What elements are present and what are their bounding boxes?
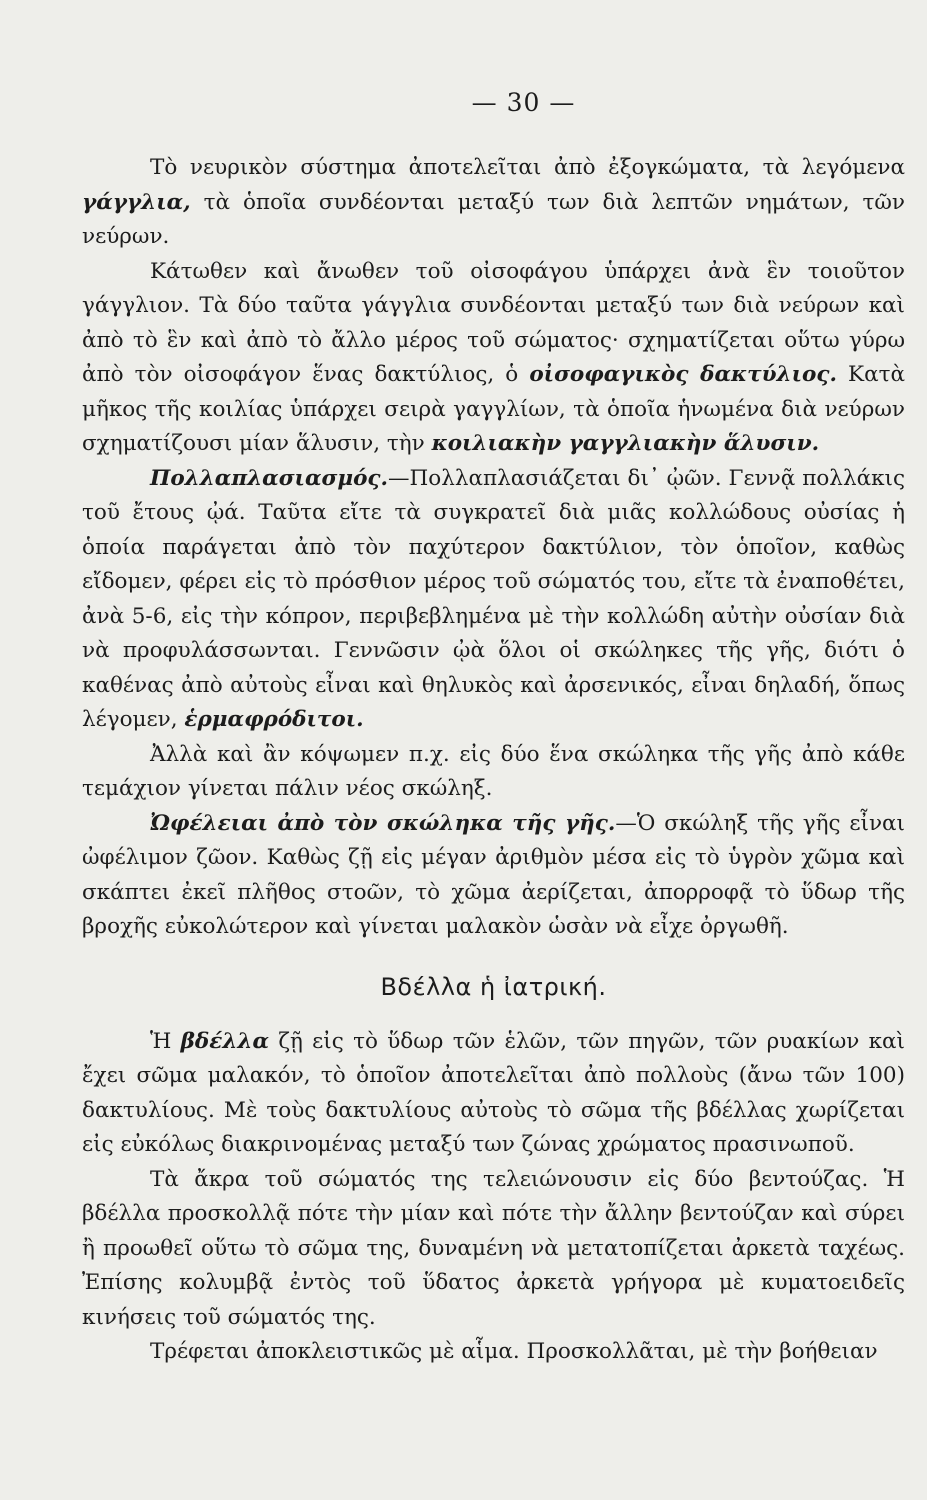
paragraph-leech-body: Ἡ βδέλλα ζῇ εἰς τὸ ὕδωρ τῶν ἑλῶν, τῶν πηγῶν, τῶν ρυακίων καὶ ἔχει σῶμα μαλακόν, τὸ ὁποῖον ἀποτελεῖται ἀπὸ πολλοὺς (ἄνω τῶν 100) δακτυλίους. Μὲ τοὺς δακτυλίους αὐτοὺς τὸ σῶμα τῆς βδέλλας χωρίζεται εἰς εὐκόλως διακρινομένας μεταξύ των ζώνας χρώματος πρασινωποῦ. <box>82 1028 905 1157</box>
paragraph-nervous-system: Τὸ νευρικὸν σύστημα ἀποτελεῖται ἀπὸ ἐξογκώματα, τὰ λεγόμενα γάγγλια, τὰ ὁποῖα συνδέονται μεταξύ των διὰ λεπτῶν νημάτων, τῶν νεύρων. <box>82 155 905 249</box>
subheading-benefits: Ὠφέλειαι ἀπὸ τὸν σκώληκα τῆς γῆς. <box>150 810 616 836</box>
term-esophageal-ring: οἰσοφαγικὸς δακτύλιος. <box>529 362 837 387</box>
term-ganglia: γάγγλια, <box>82 189 191 215</box>
term-ventral-chain: κοιλιακὴν γαγγλιακὴν ἅλυσιν. <box>431 431 820 456</box>
paragraph-leech-feeding: Τρέφεται ἀποκλειστικῶς μὲ αἷμα. Προσκολλᾶται, μὲ τὴν βοήθειαν <box>150 1339 878 1364</box>
page-number: — 30 — <box>471 88 576 117</box>
paragraph-esophageal-ring: Κάτωθεν καὶ ἄνωθεν τοῦ οἰσοφάγου ὑπάρχει ἀνὰ ἓν τοιοῦτον γάγγλιον. Τὰ δύο ταῦτα γάγγλια συνδέονται μεταξύ των διὰ νεύρων καὶ ἀπὸ τὸ ἓν καὶ ἀπὸ τὸ ἄλλο μέρος τοῦ σώματος· σχηματίζεται οὕτω γύρω ἀπὸ τὸν οἰσοφάγον ἕνας δακτύλιος, ὁ οἰσοφαγικὸς δακτύλιος. Κατὰ μῆκος τῆς κοιλίας ὑπάρχει σειρὰ γαγγλίων, τὰ ὁποῖα ἡνωμένα διὰ νεύρων σχηματίζουσι μίαν ἅλυσιν, τὴν κοιλιακὴν γαγγλιακὴν ἅλυσιν. <box>82 258 906 456</box>
term-hermaphrodites: ἑρμαφρόδιτοι. <box>184 707 364 732</box>
subheading-reproduction: Πολλαπλασιασμός. <box>150 465 389 491</box>
section-heading-leech: Βδέλλα ἡ ἰατρική. <box>380 972 607 1001</box>
term-leech: βδέλλα <box>180 1028 270 1054</box>
paragraph-reproduction: Πολλαπλασιασμός.—Πολλαπλασιάζεται δι᾽ ᾠῶν. Γεννᾷ πολλάκις τοῦ ἔτους ᾠά. Ταῦτα εἴτε τὰ συγκρατεῖ διὰ μιᾶς κολλώδους οὐσίας ἡ ὁποία παράγεται ἀπὸ τὸν παχύτερον δακτύλιον, τὸν ὁποῖον, καθὼς εἴδομεν, φέρει εἰς τὸ πρόσθιον μέρος τοῦ σώματός του, εἴτε τὰ ἐναποθέτει, ἀνὰ 5-6, εἰς τὴν κόπρον, περιβεβλημένα μὲ τὴν κολλώδη αὐτὴν οὐσίαν διὰ νὰ προφυλάσσωνται. Γεννῶσιν ᾠὰ ὅλοι οἱ σκώληκες τῆς γῆς, διότι ὁ καθένας ἀπὸ αὐτοὺς εἶναι καὶ θηλυκὸς καὶ ἀρσενικός, εἶναι δηλαδή, ὅπως λέγομεν, ἑρμαφρόδιτοι. <box>82 465 905 732</box>
paragraph-leech-movement: Τὰ ἄκρα τοῦ σώματός της τελειώνουσιν εἰς δύο βεντούζας. Ἡ βδέλλα προσκολλᾷ πότε τὴν μίαν καὶ πότε τὴν ἄλλην βεντούζαν καὶ σύρει ἢ προωθεῖ οὕτω τὸ σῶμα της, δυναμένη νὰ μετατοπίζεται ἀρκετὰ ταχέως. Ἐπίσης κολυμβᾷ ἐντὸς τοῦ ὕδατος ἀρκετὰ γρήγορα μὲ κυματοειδεῖς κινήσεις τοῦ σώματός της. <box>82 1166 905 1330</box>
paragraph-regeneration: Ἀλλὰ καὶ ἂν κόψωμεν π.χ. εἰς δύο ἕνα σκώληκα τῆς γῆς ἀπὸ κάθε τεμάχιον γίνεται πάλιν νέος σκώληξ. <box>82 741 905 801</box>
paragraph-benefits: Ὠφέλειαι ἀπὸ τὸν σκώληκα τῆς γῆς.—Ὁ σκώληξ τῆς γῆς εἶναι ὠφέλιμον ζῶον. Καθὼς ζῇ εἰς μέγαν ἀριθμὸν μέσα εἰς τὸ ὑγρὸν χῶμα καὶ σκάπτει ἐκεῖ πλῆθος στοῶν, τὸ χῶμα ἀερίζεται, ἀπορροφᾷ τὸ ὕδωρ τῆς βροχῆς εὐκολώτερον καὶ γίνεται μαλακὸν ὡσὰν νὰ εἶχε ὀργωθῆ. <box>82 810 905 939</box>
